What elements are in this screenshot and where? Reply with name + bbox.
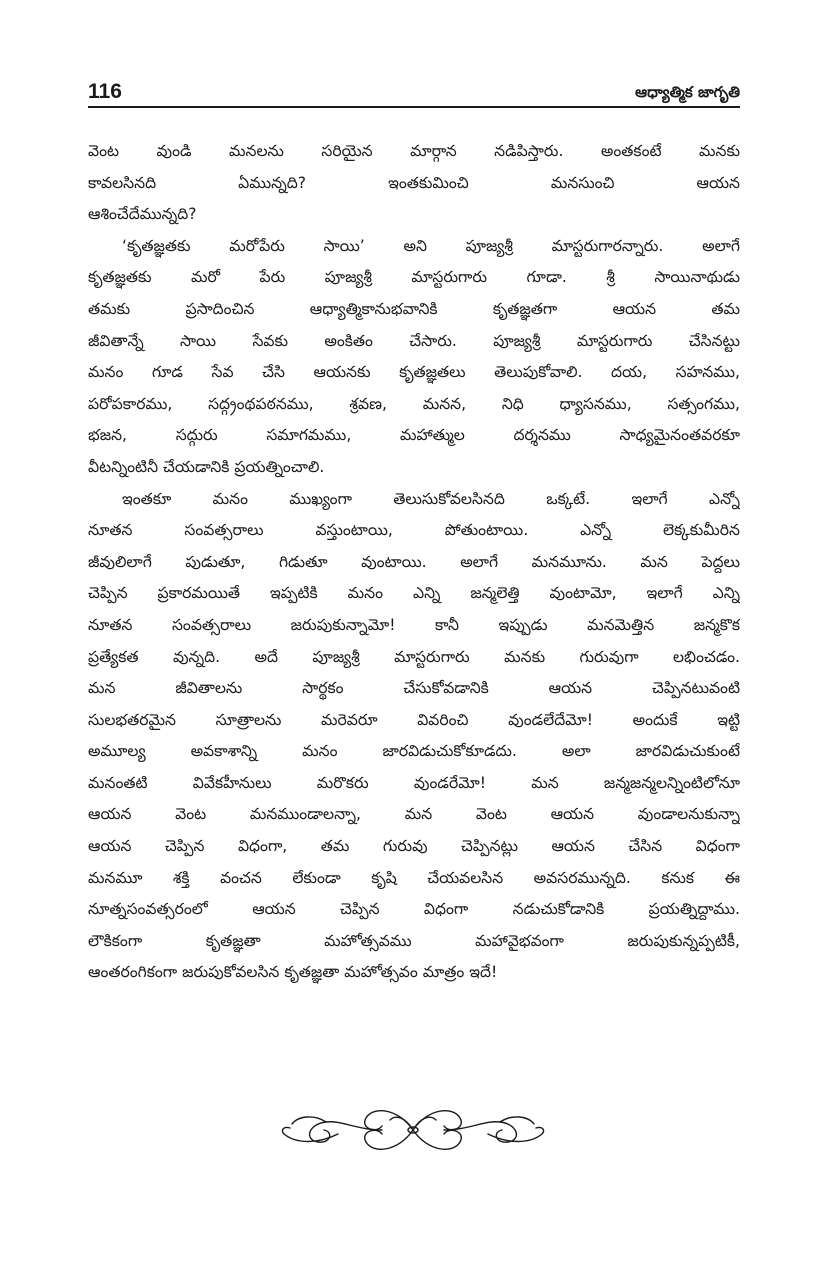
- text-line: వీటన్నింటినీ చేయడానికి ప్రయత్నించాలి.: [88, 457, 325, 476]
- paragraph: [88, 231, 740, 484]
- text-line: అమూల్య అవకాశాన్ని మనం జారవిడుచుకోకూడదు. అలా జారవిడుచుకుంటే: [88, 742, 740, 761]
- text-line: నూతన సంవత్సరాలు జరుపుకున్నామో! కానీ ఇప్పుడు మనమెత్తిన జన్మకొక: [88, 615, 740, 634]
- text-line: నూత్నసంవత్సరంలో ఆయన చెప్పిన విధంగా నడుచుకోడానికి ప్రయత్నిద్దాము.: [88, 900, 740, 919]
- text-line: ఆయన వెంట మనముండాలన్నా, మన వెంట ఆయన వుండాలనుకున్నా: [88, 805, 740, 824]
- text-line: జీవులిలాగే పుడుతూ, గిడుతూ వుంటాయి. అలాగే మనమూను. మన పెద్దలు: [88, 552, 740, 571]
- paragraph: [88, 136, 740, 231]
- text-line: వెంట వుండి మనలను సరియైన మార్గాన నడిపిస్తారు. అంతకంటే మనకు: [88, 142, 740, 160]
- paragraph: [88, 484, 740, 990]
- text-line: లౌకికంగా కృతజ్ఞతా మహోత్సవము మహావైభవంగా జరుపుకున్నప్పటికీ,: [88, 931, 740, 950]
- text-line: మనం గూడ సేవ చేసి ఆయనకు కృతజ్ఞతలు తెలుపుకోవాలి. దయ, సహనము,: [88, 363, 740, 382]
- page-number: 116: [88, 80, 122, 103]
- text-line: నూతన సంవత్సరాలు వస్తుంటాయి, పోతుంటాయి. ఎన్నో లెక్కకుమీరిన: [88, 521, 740, 540]
- text-line: ఆశించేదేమున్నది?: [88, 205, 197, 224]
- text-line: కావలసినది ఏమున్నది? ఇంతకుమించి మనసుంచి ఆయన: [88, 173, 740, 192]
- text-line: మనమూ శక్తి వంచన లేకుండా కృషి చేయవలసిన అవసరమున్నది. కనుక ఈ: [88, 868, 740, 887]
- text-line: ప్రత్యేకత వున్నది. అదే పూజ్యశ్రీ మాస్టరుగారు మనకు గురువుగా లభించడం.: [88, 647, 740, 666]
- text-line: ఇంతకూ మనం ముఖ్యంగా తెలుసుకోవలసినది ఒక్కటే. ఇలాగే ఎన్నో: [122, 489, 740, 508]
- text-line: సులభతరమైన సూత్రాలను మరెవరూ వివరించి వుండలేదేమో! అందుకే ఇట్టి: [88, 710, 740, 729]
- text-line: ‘కృతజ్ఞతకు మరోపేరు సాయి’ అని పూజ్యశ్రీ మాస్టరుగారన్నారు. అలాగే: [122, 236, 740, 255]
- text-line: మనంతటి వివేకహీనులు మరొకరు వుండరేమో! మన జన్మజన్మలన్నింటిలోనూ: [88, 773, 740, 792]
- text-line: కృతజ్ఞతకు మరో పేరు పూజ్యశ్రీ మాస్టరుగారు గూడా. శ్రీ సాయినాథుడు: [88, 268, 740, 287]
- running-title: ఆధ్యాత్మిక జాగృతి: [635, 83, 740, 101]
- body-text: [88, 136, 740, 989]
- flourish-divider-icon: [278, 1100, 548, 1160]
- header-rule: [88, 106, 740, 108]
- page-header: [88, 78, 740, 108]
- text-line: ఆయన చెప్పిన విధంగా, తమ గురువు చెప్పినట్లు ఆయన చేసిన విధంగా: [88, 837, 740, 856]
- text-line: పరోపకారము, సద్గ్రంథపఠనము, శ్రవణ, మనన, నిధి ధ్యాసనము, సత్సంగము,: [88, 394, 740, 413]
- text-line: భజన, సద్గురు సమాగమము, మహాత్ముల దర్శనము సాధ్యమైనంతవరకూ: [88, 426, 740, 445]
- text-line: ఆంతరంగికంగా జరుపుకోవలసిన కృతజ్ఞతా మహోత్సవం మాత్రం ఇదే!: [88, 963, 498, 982]
- text-line: చెప్పిన ప్రకారమయితే ఇప్పటికి మనం ఎన్ని జన్మలెత్తి వుంటామో, ఇలాగే ఎన్ని: [88, 584, 740, 603]
- text-line: మన జీవితాలను సార్థకం చేసుకోవడానికి ఆయన చెప్పినటువంటి: [88, 679, 740, 698]
- text-line: తమకు ప్రసాదించిన ఆధ్యాత్మికానుభవానికి కృతజ్ఞతగా ఆయన తమ: [88, 299, 740, 318]
- text-line: జీవితాన్నే సాయి సేవకు అంకితం చేసారు. పూజ్యశ్రీ మాస్టరుగారు చేసినట్టు: [88, 331, 740, 350]
